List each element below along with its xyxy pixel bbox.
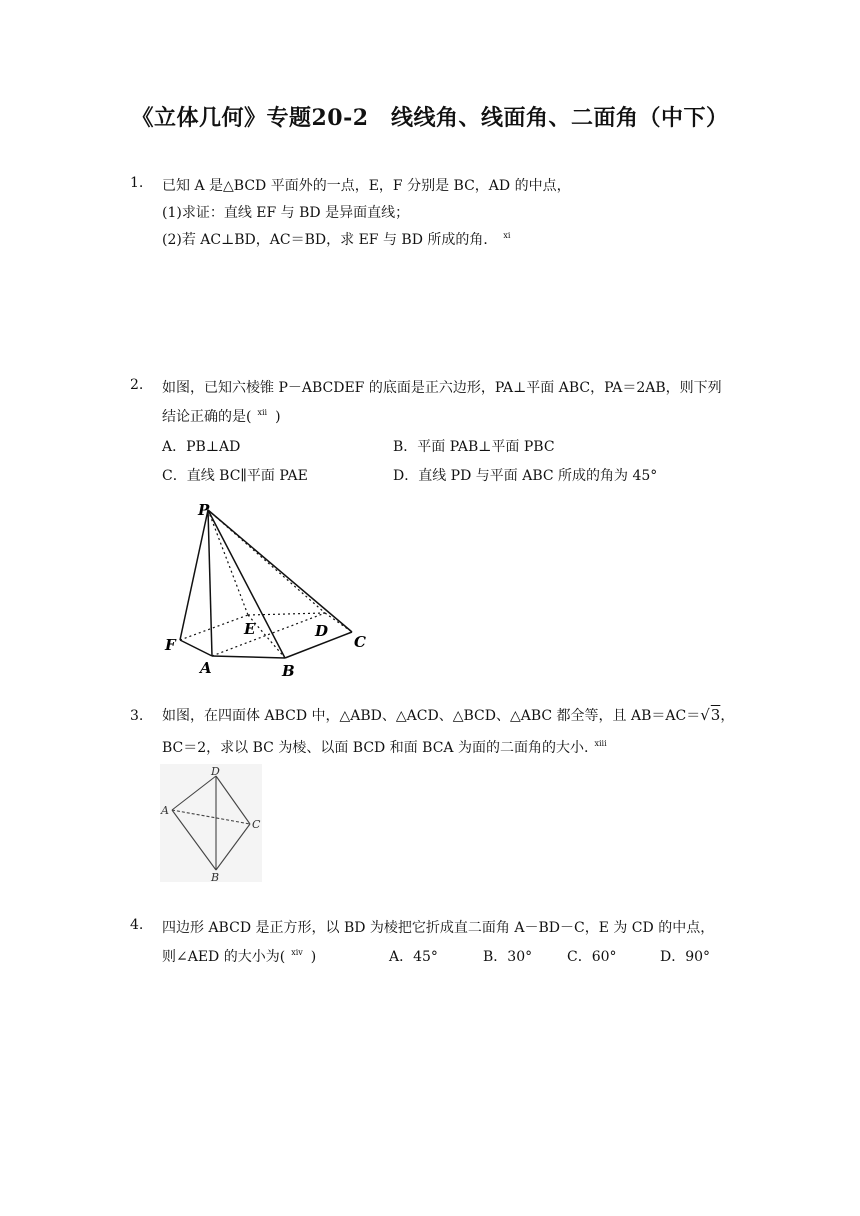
footnote-marker: xii	[257, 408, 268, 417]
vertex-label-d: D	[315, 622, 329, 640]
question-2-option-a: A．PB⊥AD	[162, 439, 241, 455]
sqrt-radicand: 3	[710, 706, 721, 724]
footnote-marker: xiv	[291, 948, 303, 957]
question-3-stem-line-2-text: BC＝2，求以 BC 为棱、以面 BCD 和面 BCA 为面的二面角的大小.	[162, 740, 589, 756]
question-4-stem-pre: 则∠AED 的大小为(	[162, 949, 286, 965]
question-2-option-c: C．直线 BC∥平面 PAE	[162, 468, 308, 484]
footnote-marker: xi	[503, 231, 511, 240]
hexagonal-pyramid-figure	[160, 500, 380, 680]
question-2-stem-line-1: 如图，已知六棱锥 P－ABCDEF 的底面是正六边形，PA⊥平面 ABC，PA＝2AB，则下列	[162, 380, 722, 396]
question-2-option-b: B．平面 PAB⊥平面 PBC	[393, 439, 555, 455]
question-1-part-2	[162, 229, 518, 249]
vertex-label-f: F	[165, 636, 176, 654]
question-4-stem-post: )	[310, 949, 317, 965]
vertex-label-p: P	[198, 501, 210, 519]
question-4-number: 4.	[130, 917, 144, 933]
vertex-label-b: B	[211, 871, 220, 882]
question-3-number: 3.	[130, 708, 144, 724]
vertex-label-a: A	[161, 804, 169, 817]
question-4-stem-line-1: 四边形 ABCD 是正方形，以 BD 为棱把它折成直二面角 A－BD－C，E 为 CD 的中点，	[162, 920, 715, 936]
vertex-label-c: C	[354, 633, 366, 651]
question-2-number: 2.	[130, 377, 144, 393]
question-1-number: 1.	[130, 175, 144, 191]
page-title: 《立体几何》专题20-2 线线角、线面角、二面角（中下）	[131, 105, 729, 131]
question-2-stem-post: )	[275, 409, 281, 425]
question-3-stem-text: 如图，在四面体 ABCD 中，△ABD、△ACD、△BCD、△ABC 都全等，且 AB＝AC＝	[162, 708, 701, 724]
question-4-option-a: A．45°	[389, 949, 438, 965]
vertex-label-e: E	[244, 620, 256, 638]
question-1-intro: 已知 A 是△BCD 平面外的一点，E，F 分别是 BC，AD 的中点，	[162, 178, 571, 194]
vertex-label-d: D	[211, 765, 220, 778]
question-4-option-d: D．90°	[660, 949, 711, 965]
question-2-stem-line-2	[162, 406, 281, 426]
vertex-label-b: B	[282, 662, 295, 680]
vertex-label-a: A	[200, 659, 212, 677]
question-4-stem-line-2	[162, 946, 316, 966]
question-3-stem-line-1	[162, 705, 734, 725]
question-3-stem-end: ，	[720, 708, 735, 724]
vertex-label-c: C	[252, 818, 261, 831]
question-2-option-d: D．直线 PD 与平面 ABC 所成的角为 45°	[393, 468, 658, 484]
question-4-option-c: C．60°	[567, 949, 617, 965]
footnote-marker: xiii	[594, 739, 607, 748]
question-1-part-2-text: (2)若 AC⊥BD，AC＝BD，求 EF 与 BD 所成的角．	[162, 232, 498, 248]
sqrt-expression: √3	[700, 706, 721, 724]
question-1-part-1: (1)求证：直线 EF 与 BD 是异面直线；	[162, 205, 410, 221]
question-4-option-b: B．30°	[483, 949, 533, 965]
tetrahedron-figure	[160, 764, 262, 882]
question-2-stem-pre: 结论正确的是(	[162, 409, 252, 425]
question-3-stem-line-2	[162, 737, 615, 757]
